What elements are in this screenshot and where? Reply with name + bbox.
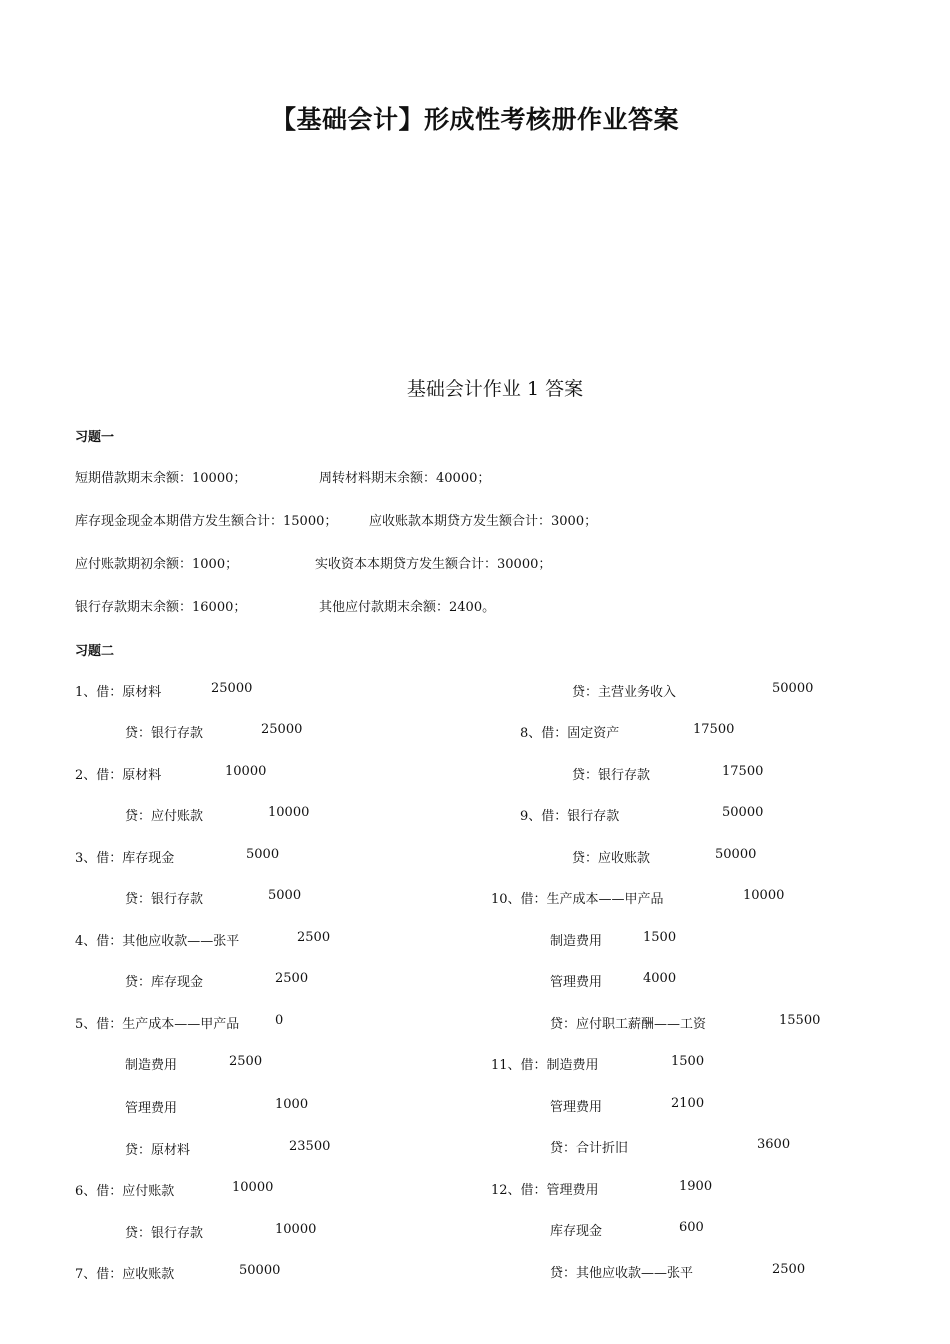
journal-entry-label: 1、借：原材料	[75, 685, 162, 700]
journal-entry-amount: 25000	[211, 681, 253, 696]
exercise1-item: 其他应付款期末余额：2400。	[319, 600, 496, 615]
exercise1-item: 周转材料期末余额：40000；	[319, 471, 491, 486]
journal-entry-label: 制造费用	[550, 934, 603, 949]
exercise1-heading: 习题一	[75, 430, 115, 445]
journal-entry-amount: 2100	[671, 1096, 705, 1111]
journal-entry-amount: 50000	[715, 847, 757, 862]
exercise1-item: 短期借款期末余额：10000；	[75, 471, 247, 486]
journal-entry-label: 10、借：生产成本——甲产品	[491, 892, 664, 907]
journal-entry-amount: 1900	[679, 1179, 713, 1194]
journal-entry-label: 5、借：生产成本——甲产品	[75, 1017, 240, 1032]
exercise1-item: 应付账款期初余额：1000；	[75, 557, 239, 572]
document-title: 【基础会计】形成性考核册作业答案	[270, 105, 679, 134]
journal-entry-amount: 50000	[722, 805, 764, 820]
journal-entry-amount: 5000	[268, 888, 302, 903]
journal-entry-amount: 10000	[232, 1180, 274, 1195]
journal-entry-amount: 1500	[643, 930, 677, 945]
journal-entry-amount: 2500	[229, 1054, 263, 1069]
journal-entry-label: 管理费用	[125, 1101, 178, 1116]
journal-entry-label: 贷：合计折旧	[550, 1141, 629, 1156]
journal-entry-amount: 15500	[779, 1013, 821, 1028]
journal-entry-label: 贷：银行存款	[125, 726, 204, 741]
journal-entry-label: 管理费用	[550, 975, 603, 990]
journal-entry-label: 贷：银行存款	[572, 768, 651, 783]
journal-entry-amount: 50000	[239, 1263, 281, 1278]
journal-entry-amount: 1500	[671, 1054, 705, 1069]
journal-entry-amount: 2500	[772, 1262, 806, 1277]
journal-entry-label: 9、借：银行存款	[520, 809, 620, 824]
journal-entry-label: 3、借：库存现金	[75, 851, 175, 866]
journal-entry-amount: 1000	[275, 1097, 309, 1112]
journal-entry-amount: 600	[679, 1220, 704, 1235]
journal-entry-amount: 4000	[643, 971, 677, 986]
journal-entry-amount: 2500	[275, 971, 309, 986]
journal-entry-label: 4、借：其他应收款——张平	[75, 934, 240, 949]
journal-entry-label: 贷：库存现金	[125, 975, 204, 990]
journal-entry-label: 贷：主营业务收入	[572, 685, 677, 700]
journal-entry-label: 贷：其他应收款——张平	[550, 1266, 694, 1281]
journal-entry-amount: 17500	[722, 764, 764, 779]
exercise1-item: 应收账款本期贷方发生额合计：3000；	[369, 514, 598, 529]
journal-entry-amount: 5000	[246, 847, 280, 862]
journal-entry-label: 贷：应收账款	[572, 851, 651, 866]
journal-entry-amount: 0	[275, 1013, 284, 1028]
journal-entry-label: 6、借：应付账款	[75, 1184, 175, 1199]
exercise1-item: 银行存款期末余额：16000；	[75, 600, 247, 615]
journal-entry-label: 贷：原材料	[125, 1143, 191, 1158]
journal-entry-amount: 23500	[289, 1139, 331, 1154]
exercise1-item: 实收资本本期贷方发生额合计：30000；	[315, 557, 552, 572]
journal-entry-label: 12、借：管理费用	[491, 1183, 599, 1198]
journal-entry-label: 管理费用	[550, 1100, 603, 1115]
journal-entry-amount: 3600	[757, 1137, 791, 1152]
journal-entry-label: 贷：应付职工薪酬——工资	[550, 1017, 707, 1032]
journal-entry-amount: 10000	[268, 805, 310, 820]
journal-entry-label: 贷：银行存款	[125, 892, 204, 907]
journal-entry-amount: 10000	[743, 888, 785, 903]
journal-entry-label: 贷：银行存款	[125, 1226, 204, 1241]
assignment-title: 基础会计作业 1 答案	[406, 378, 584, 400]
journal-entry-amount: 50000	[772, 681, 814, 696]
journal-entry-amount: 10000	[275, 1222, 317, 1237]
journal-entry-label: 贷：应付账款	[125, 809, 204, 824]
journal-entry-label: 11、借：制造费用	[491, 1058, 599, 1073]
journal-entry-amount: 2500	[297, 930, 331, 945]
journal-entry-label: 2、借：原材料	[75, 768, 162, 783]
journal-entry-label: 7、借：应收账款	[75, 1267, 175, 1282]
journal-entry-amount: 17500	[693, 722, 735, 737]
journal-entry-label: 库存现金	[550, 1224, 603, 1239]
journal-entry-label: 8、借：固定资产	[520, 726, 620, 741]
exercise2-heading: 习题二	[75, 644, 115, 659]
journal-entry-amount: 10000	[225, 764, 267, 779]
exercise1-item: 库存现金现金本期借方发生额合计：15000；	[75, 514, 338, 529]
journal-entry-label: 制造费用	[125, 1058, 178, 1073]
journal-entry-amount: 25000	[261, 722, 303, 737]
